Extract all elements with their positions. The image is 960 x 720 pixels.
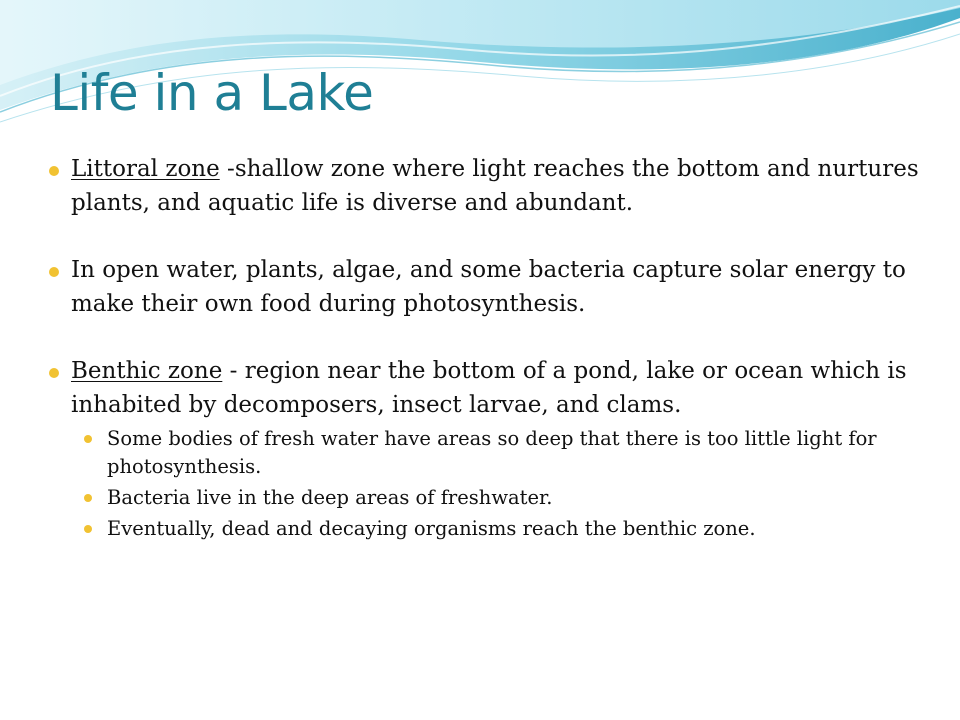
- bullet-item-benthic-zone: [45, 354, 925, 543]
- bullet-text: -shallow zone where light reaches the bottom and nurtures plants, and aquatic life is diverse and abundant.: [71, 156, 919, 216]
- bullet-item-littoral-zone: [45, 152, 925, 220]
- bullet-icon: [49, 267, 59, 277]
- sub-bullet-icon: [84, 494, 92, 502]
- sub-bullet-icon: [84, 525, 92, 533]
- sub-bullet-text: Bacteria live in the deep areas of freshwater.: [107, 486, 553, 509]
- sub-bullet-text: Some bodies of fresh water have areas so deep that there is too little light for photosynthesis.: [107, 427, 877, 478]
- slide-content: [45, 152, 925, 546]
- term-benthic-zone: Benthic zone: [71, 358, 223, 384]
- slide-title: Life in a Lake: [50, 64, 374, 122]
- bullet-list: [45, 152, 925, 543]
- sub-bullet-text: Eventually, dead and decaying organisms reach the benthic zone.: [107, 517, 756, 540]
- bullet-text: - region near the bottom of a pond, lake or ocean which is inhabited by decomposers, insect larvae, and clams.: [71, 358, 907, 418]
- bullet-text: In open water, plants, algae, and some bacteria capture solar energy to make their own food during photosynthesis.: [71, 257, 906, 317]
- bullet-item-open-water: [45, 253, 925, 321]
- sub-bullet-item: [80, 484, 925, 512]
- sub-bullet-icon: [84, 435, 92, 443]
- sub-bullet-item: [80, 515, 925, 543]
- bullet-icon: [49, 166, 59, 176]
- sub-bullet-list: [71, 425, 925, 543]
- bullet-icon: [49, 368, 59, 378]
- term-littoral-zone: Littoral zone: [71, 156, 220, 182]
- sub-bullet-item: [80, 425, 925, 481]
